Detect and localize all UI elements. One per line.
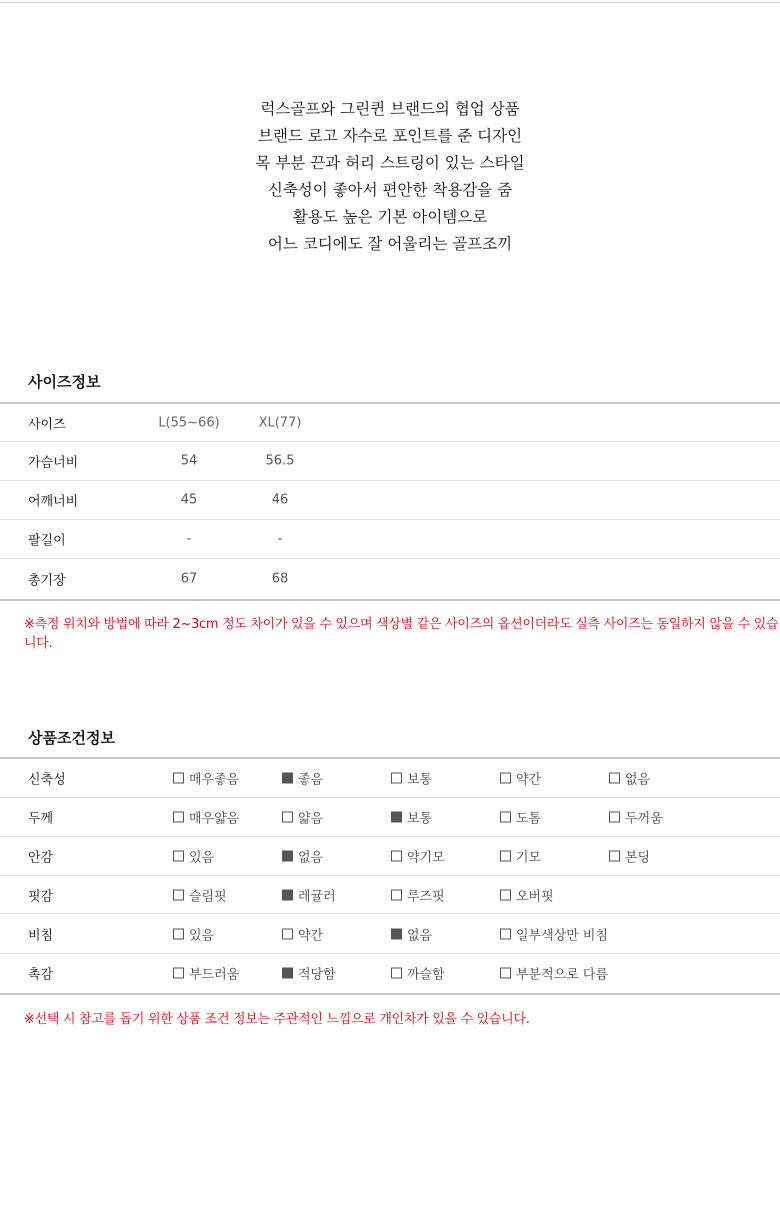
condition-option: [282, 924, 323, 943]
table-row: [0, 798, 780, 837]
unchecked-box-icon: [609, 773, 620, 784]
row-label: 가슴너비: [28, 455, 79, 471]
unchecked-box-icon: [282, 928, 293, 939]
condition-option: [282, 808, 323, 827]
option-label: 매우좋음: [189, 772, 240, 788]
condition-option: [500, 808, 541, 827]
option-label: 슬림핏: [189, 889, 227, 904]
condition-note: ※선택 시 참고를 돕기 위한 상품 조건 정보는 주관적인 느낌으로 개인차가 있을 수 있습니다.: [24, 1012, 530, 1027]
unchecked-box-icon: [500, 812, 511, 823]
condition-option: [282, 964, 336, 983]
size-header-label: 사이즈: [28, 417, 66, 432]
description-line: 목 부분 끈과 허리 스트링이 있는 스타일: [255, 154, 525, 172]
size-value: 67: [180, 571, 198, 586]
size-value: 68: [271, 571, 289, 586]
unchecked-box-icon: [391, 968, 402, 979]
unchecked-box-icon: [391, 851, 402, 862]
condition-option: [391, 964, 445, 983]
condition-option: [609, 808, 663, 827]
checked-box-icon: [282, 851, 293, 862]
checked-box-icon: [282, 773, 293, 784]
size-column-l: L(55~66): [158, 415, 220, 430]
row-label: 안감: [28, 850, 54, 866]
size-value: -: [186, 531, 192, 547]
product-description: [0, 96, 780, 258]
size-value: 45: [180, 492, 198, 508]
row-label: 총기장: [28, 573, 66, 588]
unchecked-box-icon: [391, 773, 402, 784]
size-value: 46: [271, 492, 289, 508]
checked-box-icon: [282, 968, 293, 979]
checked-box-icon: [282, 889, 293, 900]
condition-option: [391, 808, 432, 827]
option-label: 얇음: [298, 811, 324, 827]
size-note: ※측정 위치와 방법에 따라 2~3cm 정도 차이가 있을 수 있으며 색상별 같은 사이즈의 옵션이더라도 실측 사이즈는 동일하지 않을 수 있습니다.: [24, 617, 779, 651]
unchecked-box-icon: [500, 968, 511, 979]
condition-option: [173, 964, 239, 983]
description-line: 럭스골프와 그린퀸 브랜드의 협업 상품: [260, 100, 520, 118]
unchecked-box-icon: [609, 851, 620, 862]
option-label: 레귤러: [298, 889, 336, 904]
unchecked-box-icon: [173, 812, 184, 823]
top-divider: [0, 2, 780, 3]
row-label: 비침: [28, 928, 54, 943]
table-row: [0, 837, 780, 876]
option-label: 기모: [516, 850, 542, 866]
option-label: 오버핏: [516, 889, 554, 904]
description-line: 브랜드 로고 자수로 포인트를 준 디자인: [257, 127, 523, 145]
condition-option: [500, 885, 554, 904]
row-label: 핏감: [28, 889, 54, 904]
condition-option: [282, 885, 336, 904]
condition-option: [173, 885, 227, 904]
option-label: 보통: [407, 811, 433, 827]
unchecked-box-icon: [173, 889, 184, 900]
condition-option: [391, 847, 445, 866]
table-row: [0, 442, 780, 481]
condition-option: [500, 924, 608, 943]
option-label: 루즈핏: [407, 889, 445, 904]
condition-table: [0, 759, 780, 992]
condition-option: [391, 924, 432, 943]
condition-info-title: 상품조건정보: [28, 729, 115, 747]
unchecked-box-icon: [173, 928, 184, 939]
row-label: 촉감: [28, 967, 54, 983]
row-label: 어깨너비: [28, 494, 79, 510]
option-label: 약간: [298, 928, 324, 943]
condition-option: [173, 847, 214, 866]
description-line: 어느 코디에도 잘 어울리는 골프조끼: [267, 235, 513, 253]
row-label: 팔길이: [28, 533, 66, 549]
table-row: [0, 520, 780, 559]
size-column-xl: XL(77): [258, 415, 302, 430]
option-label: 부드러움: [189, 967, 240, 983]
table-row: [0, 954, 780, 992]
option-label: 없음: [298, 850, 324, 866]
condition-option: [173, 808, 239, 827]
condition-option: [282, 847, 323, 866]
size-value: 56.5: [265, 453, 295, 469]
condition-option: [282, 769, 323, 788]
unchecked-box-icon: [500, 851, 511, 862]
unchecked-box-icon: [173, 773, 184, 784]
unchecked-box-icon: [609, 812, 620, 823]
condition-option: [609, 769, 650, 788]
row-label: 신축성: [28, 772, 66, 788]
option-label: 적당함: [298, 967, 336, 983]
unchecked-box-icon: [282, 812, 293, 823]
option-label: 있음: [189, 928, 215, 943]
condition-option: [391, 885, 445, 904]
table-row: [0, 876, 780, 914]
condition-option: [500, 964, 608, 983]
size-table-header: [0, 404, 780, 442]
checked-box-icon: [391, 928, 402, 939]
option-label: 일부색상만 비침: [516, 928, 609, 943]
option-label: 있음: [189, 850, 215, 866]
table-row: [0, 559, 780, 598]
option-label: 까슬함: [407, 967, 445, 983]
option-label: 약기모: [407, 850, 445, 866]
option-label: 본딩: [625, 850, 651, 866]
condition-option: [500, 847, 541, 866]
condition-table-bottom-rule: [0, 993, 780, 995]
unchecked-box-icon: [500, 773, 511, 784]
unchecked-box-icon: [500, 889, 511, 900]
size-value: 54: [180, 453, 198, 469]
condition-option: [391, 769, 432, 788]
unchecked-box-icon: [173, 851, 184, 862]
size-info-title: 사이즈정보: [28, 373, 101, 391]
condition-option: [173, 769, 239, 788]
option-label: 없음: [625, 772, 651, 788]
option-label: 약간: [516, 772, 542, 788]
table-row: [0, 914, 780, 954]
description-line: 활용도 높은 기본 아이템으로: [292, 208, 488, 226]
unchecked-box-icon: [500, 928, 511, 939]
row-label: 두께: [28, 811, 54, 827]
option-label: 좋음: [298, 772, 324, 788]
size-table-bottom-rule: [0, 599, 780, 601]
option-label: 없음: [407, 928, 433, 943]
description-line: 신축성이 좋아서 편안한 착용감을 줌: [267, 181, 513, 199]
size-table: [0, 404, 780, 598]
table-row: [0, 759, 780, 798]
condition-option: [173, 924, 214, 943]
checked-box-icon: [391, 812, 402, 823]
option-label: 매우얇음: [189, 811, 240, 827]
option-label: 두꺼움: [625, 811, 663, 827]
size-value: -: [277, 531, 283, 547]
option-label: 도톰: [516, 811, 542, 827]
option-label: 부분적으로 다름: [516, 967, 609, 983]
condition-option: [500, 769, 541, 788]
condition-option: [609, 847, 650, 866]
unchecked-box-icon: [391, 889, 402, 900]
table-row: [0, 481, 780, 520]
unchecked-box-icon: [173, 968, 184, 979]
option-label: 보통: [407, 772, 433, 788]
